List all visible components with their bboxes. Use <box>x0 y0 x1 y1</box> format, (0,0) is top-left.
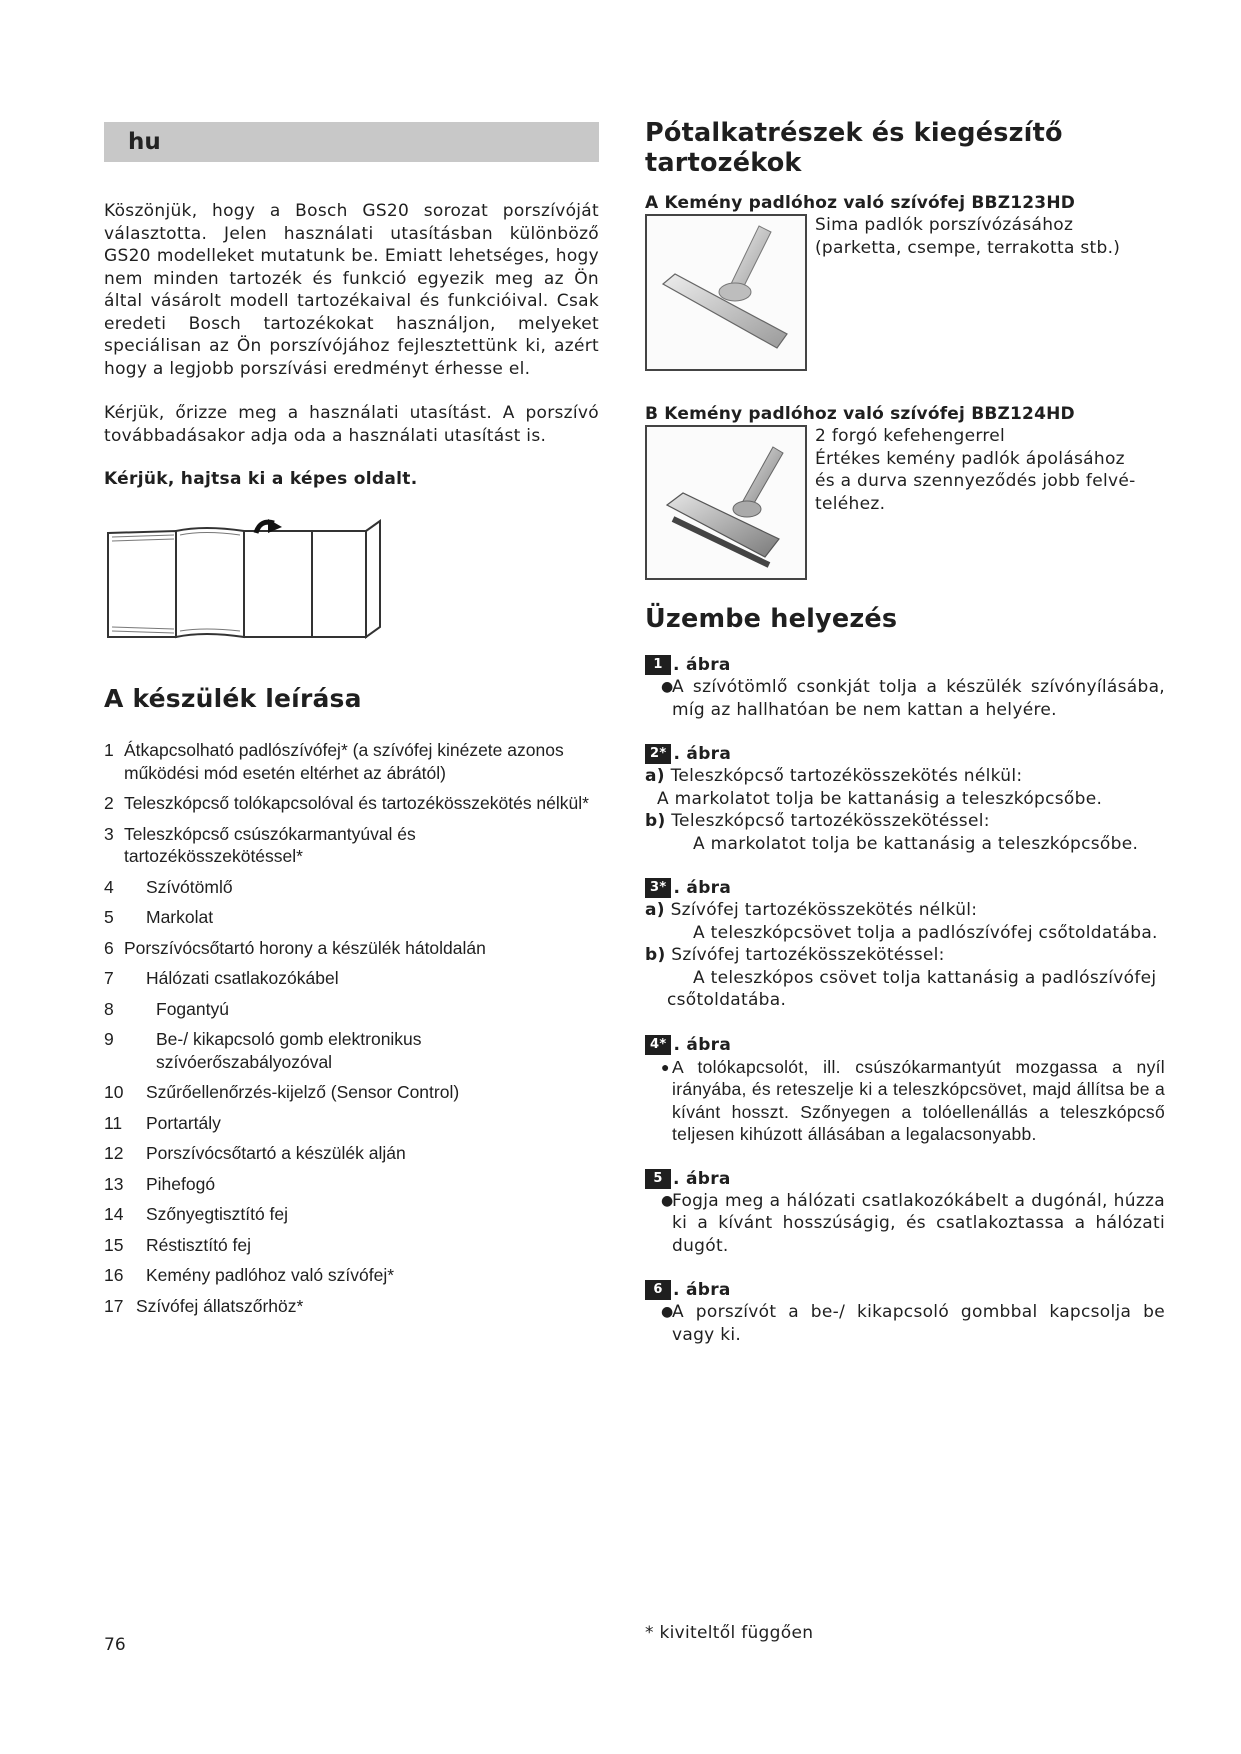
bullet-icon: ● <box>661 1192 674 1209</box>
figure-number-badge: 2* <box>645 744 671 764</box>
list-item <box>104 1028 599 1073</box>
figure-label: . ábra <box>673 1168 731 1189</box>
option-label: b) <box>645 811 666 831</box>
list-item <box>104 823 599 868</box>
option-label: a) <box>645 766 665 786</box>
figure-6-text: A porszívót a be-/ kikapcsoló gombbal kapcsolja be vagy ki. <box>672 1302 1165 1345</box>
device-description-title: A készülék leírása <box>104 684 362 713</box>
list-item-text: Markolat <box>146 907 214 927</box>
figure-2-step <box>645 743 1165 855</box>
page-number: 76 <box>104 1635 126 1655</box>
list-item <box>104 937 599 960</box>
figure-1-heading <box>645 654 1165 676</box>
right-column <box>645 118 1165 1346</box>
accessory-b-desc-line: 2 forgó kefehengerrel <box>815 426 1006 446</box>
accessory-a <box>645 192 1165 371</box>
list-item <box>104 1112 599 1135</box>
list-item-number: 12 <box>104 1143 124 1163</box>
footnote: * kiviteltől függően <box>645 1623 814 1643</box>
list-item-text: Porszívócsőtartó a készülék alján <box>146 1143 406 1163</box>
list-item-text: Szívótömlő <box>146 876 233 897</box>
list-item <box>104 906 599 929</box>
option-text: Szívófej tartozékösszekötéssel: <box>671 945 945 965</box>
figure-3-option-a <box>645 899 1165 922</box>
figure-5-step <box>645 1168 1165 1258</box>
list-item <box>104 1264 599 1287</box>
figure-label: . ábra <box>673 744 732 764</box>
figure-label: . ábra <box>673 878 732 898</box>
intro-paragraph-1: Köszönjük, hogy a Bosch GS20 sorozat porszívóját választotta. Jelen használati utasításban különböző GS20 modelleket mutatunk be. Emiatt lehetséges, hogy nem minden tartozék és funkció egyezik meg az Ön által vásárolt modell tartozékaival és funkcióival. Csak eredeti Bosch tartozékokat használjon, melyeket speciálisan az Ön porszívójához fejlesztettünk ki, azért hogy a legjobb porszívási eredményt érhesse el. <box>104 201 599 379</box>
option-text: Teleszkópcső tartozékösszekötés nélkül: <box>670 766 1023 786</box>
figure-label: . ábra <box>673 655 731 675</box>
list-item-number: 13 <box>104 1173 124 1194</box>
list-item-number: 8 <box>104 998 114 1019</box>
list-item <box>104 1295 599 1318</box>
accessory-b-description <box>815 425 1136 580</box>
fold-out-book-illustration <box>104 519 424 644</box>
bullet-icon: ● <box>661 679 674 695</box>
list-item <box>104 998 599 1021</box>
figure-number-badge: 3* <box>645 878 671 898</box>
left-column <box>104 122 599 1325</box>
list-item-text: Pihefogó <box>146 1173 216 1194</box>
language-header-bar <box>104 122 599 162</box>
list-item-text: Teleszkópcső csúszókarmantyúval és tartozékösszekötéssel* <box>124 823 416 866</box>
figure-6-heading <box>645 1279 1165 1301</box>
list-item-number: 14 <box>104 1204 124 1224</box>
list-item-number: 1 <box>104 740 114 760</box>
option-label: a) <box>645 900 665 920</box>
list-item <box>104 739 599 784</box>
accessory-b-desc-line: teléhez. <box>815 493 886 514</box>
accessory-a-title: A Kemény padlóhoz való szívófej BBZ123HD <box>645 193 1076 213</box>
list-item <box>104 876 599 899</box>
list-item-number: 2 <box>104 793 114 813</box>
fold-out-note: Kérjük, hajtsa ki a képes oldalt. <box>104 469 418 489</box>
figure-number-badge: 6 <box>645 1280 671 1300</box>
setup-title: Üzembe helyezés <box>645 604 898 634</box>
figure-3-option-b-detail: A teleszkópos csövet tolja kattanásig a padlószívófej <box>693 967 1157 988</box>
setup-steps <box>645 654 1165 1346</box>
figure-label: . ábra <box>673 1280 731 1300</box>
list-item-text: Hálózati csatlakozókábel <box>146 968 339 988</box>
figure-number-badge: 5 <box>645 1169 671 1189</box>
figure-6-step <box>645 1279 1165 1346</box>
list-item-number: 11 <box>104 1112 123 1133</box>
figure-2-option-a <box>645 765 1165 788</box>
figure-4-heading <box>645 1034 1165 1056</box>
list-item-number: 6 <box>104 937 114 958</box>
intro-section <box>104 200 599 447</box>
list-item-number: 9 <box>104 1029 114 1049</box>
figure-4-step <box>645 1034 1165 1146</box>
list-item-number: 7 <box>104 968 114 988</box>
figure-2-option-b <box>645 810 1165 833</box>
list-item-text: Be-/ kikapcsoló gomb elektronikus szívóerőszabályozóval <box>156 1029 422 1072</box>
list-item <box>104 1203 599 1226</box>
list-item <box>104 792 599 815</box>
list-item <box>104 1234 599 1257</box>
device-parts-list <box>104 739 599 1317</box>
accessory-a-description <box>815 214 1120 371</box>
figure-5-instruction <box>645 1190 1165 1258</box>
figure-4-text: A tolókapcsolót, ill. csúszókarmantyút mozgassa a nyíl irányába, és reteszelje ki a teleszkópcsövet, majd állítsa be a kívánt hosszt. Szőnyegen a tolóellenállás a teleszkópcső teljesen kihúzott állásában a legalacsonyabb. <box>672 1056 1165 1144</box>
list-item-number: 10 <box>104 1082 124 1102</box>
figure-3-option-b-detail: csőtoldatába. <box>667 990 787 1010</box>
list-item-number: 3 <box>104 823 114 844</box>
accessory-b <box>645 403 1165 580</box>
list-item-text: Átkapcsolható padlószívófej* (a szívófej kinézete azonos működési mód esetén eltérhet az ábrától) <box>124 740 564 783</box>
figure-3-option-a-detail: A teleszkópcsövet tolja a padlószívófej csőtoldatába. <box>693 922 1158 943</box>
figure-2-option-a-detail: A markolatot tolja be kattanásig a teleszkópcsőbe. <box>657 788 1103 809</box>
figure-1-step <box>645 654 1165 721</box>
option-text: Teleszkópcső tartozékösszekötéssel: <box>671 811 990 831</box>
list-item-text: Szőnyegtisztító fej <box>146 1204 289 1224</box>
list-item-text: Porszívócsőtartó horony a készülék hátoldalán <box>124 937 486 958</box>
list-item-text: Teleszkópcső tolókapcsolóval és tartozékösszekötés nélkül* <box>124 793 589 813</box>
option-label: b) <box>645 945 666 965</box>
accessory-b-title: B Kemény padlóhoz való szívófej BBZ124HD <box>645 404 1075 424</box>
list-item <box>104 967 599 990</box>
list-item-text: Fogantyú <box>156 998 229 1019</box>
list-item-text: Kemény padlóhoz való szívófej* <box>146 1265 395 1285</box>
accessory-a-desc-line: Sima padlók porszívózásához <box>815 215 1074 235</box>
bullet-icon: ● <box>661 1304 674 1320</box>
figure-4-instruction <box>645 1056 1165 1146</box>
list-item-text: Réstisztító fej <box>146 1234 252 1255</box>
figure-1-instruction <box>645 676 1165 721</box>
list-item-number: 5 <box>104 907 114 927</box>
figure-3-option-b <box>645 944 1165 967</box>
figure-number-badge: 1 <box>645 655 671 675</box>
list-item-text: Portartály <box>146 1112 221 1133</box>
brush-roller-nozzle-image <box>645 425 807 580</box>
list-item <box>104 1081 599 1104</box>
figure-label: . ábra <box>673 1034 732 1055</box>
figure-3-heading <box>645 877 1165 899</box>
list-item-number: 16 <box>104 1265 124 1285</box>
figure-3-step <box>645 877 1165 1012</box>
language-tag: hu <box>128 129 161 155</box>
option-text: Szívófej tartozékösszekötés nélkül: <box>670 900 978 920</box>
accessory-b-desc-line: és a durva szennyeződés jobb felvé- <box>815 471 1136 491</box>
figure-5-heading <box>645 1168 1165 1190</box>
list-item <box>104 1173 599 1196</box>
intro-paragraph-2: Kérjük, őrizze meg a használati utasítást. A porszívó továbbadásakor adja oda a használati utasítást is. <box>104 403 599 446</box>
accessory-b-desc-line: Értékes kemény padlók ápolásához <box>815 448 1125 469</box>
figure-number-badge: 4* <box>645 1035 671 1055</box>
list-item <box>104 1142 599 1165</box>
figure-5-text: Fogja meg a hálózati csatlakozókábelt a dugónál, húzza ki a kívánt hosszúságig, és csatlakoztassa a hálózati dugót. <box>672 1190 1165 1256</box>
figure-2-heading <box>645 743 1165 765</box>
accessories-title: Pótalkatrészek és kiegészítő tartozékok <box>645 118 1063 178</box>
list-item-number: 15 <box>104 1234 124 1255</box>
list-item-number: 17 <box>104 1295 124 1316</box>
accessory-a-desc-line: (parketta, csempe, terrakotta stb.) <box>815 237 1121 258</box>
hard-floor-nozzle-image <box>645 214 807 371</box>
list-item-text: Szívófej állatszőrhöz* <box>136 1295 304 1316</box>
figure-2-option-b-detail: A markolatot tolja be kattanásig a teleszkópcsőbe. <box>693 833 1139 854</box>
bullet-icon: ● <box>661 1058 670 1075</box>
list-item-number: 4 <box>104 876 114 897</box>
figure-1-text: A szívótömlő csonkját tolja a készülék szívónyílásába, míg az hallhatóan be nem kattan a helyére. <box>672 677 1165 720</box>
figure-6-instruction <box>645 1301 1165 1346</box>
list-item-text: Szűrőellenőrzés-kijelző (Sensor Control) <box>146 1082 460 1102</box>
